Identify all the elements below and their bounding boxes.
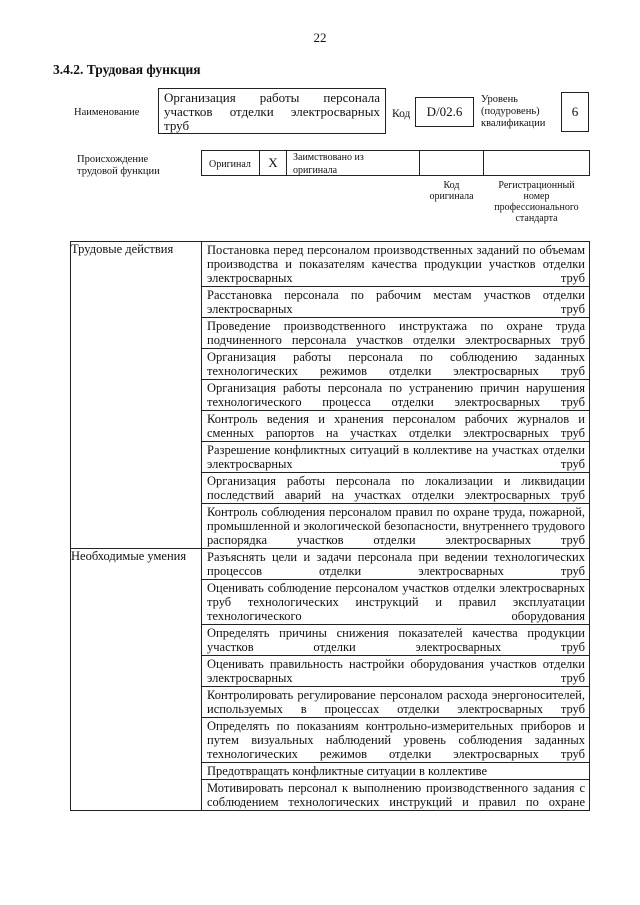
list-item: Разрешение конфликтных ситуаций в коллективе на участках отделки электросварных труб [202,442,589,473]
original-cell [201,150,260,176]
list-item: Организация работы персонала по локализации и ликвидации последствий аварий на участках отделки электросварных труб [202,473,589,504]
original-code-cell [419,150,484,176]
list-item: Постановка перед персоналом производственных заданий по объемам производства и показателям качества продукции участков отделки электросварных труб [202,242,589,287]
registration-number-cell [483,150,590,176]
labor-actions-title: Трудовые действия [71,242,202,549]
list-item: Разъяснять цели и задачи персонала при ведении технологических процессов отделки электросварных труб [202,549,589,580]
name-value-box [158,88,386,134]
list-item: Мотивировать персонал к выполнению производственного задания с соблюдением технологических инструкций и правил по охране [207,781,585,809]
list-item: Оценивать правильность настройки оборудования участков отделки электросварных труб [202,656,589,687]
reg-caption-3: профессионального [494,202,579,213]
list-item: Предотвращать конфликтные ситуации в коллективе [202,763,589,780]
borrowed-label-1: Заимствовано из [293,152,364,163]
list-item: Расстановка персонала по рабочим местам участков отделки электросварных труб [202,287,589,318]
list-item: Контроль ведения и хранения персоналом рабочих журналов и сменных рапортов на участках отделки электросварных труб [202,411,589,442]
section-title: 3.4.2. Трудовая функция [53,62,201,77]
reg-caption-1: Регистрационный [498,180,575,191]
code-caption-1: Код [443,180,460,191]
page-number: 22 [313,30,327,45]
list-item: Проведение производственного инструктажа по охране труда подчиненного персонала участков отделки электросварных труб [202,318,589,349]
borrowed-label-2: оригинала [293,165,338,176]
skills-row [71,549,590,811]
name-label: Наименование [74,107,140,118]
list-item: Организация работы персонала по соблюдению заданных технологических режимов отделки электросварных труб [202,349,589,380]
list-item: Оценивать соблюдение персоналом участков отделки электросварных труб технологических инструкций и правил эксплуатации технологического оборудования [202,580,589,625]
borrowed-cell [286,150,420,176]
labor-actions-list [202,242,590,549]
original-mark: X [259,150,287,176]
code-value: D/02.6 [415,97,474,127]
level-label-1: Уровень [481,94,518,105]
labor-actions-row [71,242,590,549]
level-value: 6 [561,92,589,132]
code-caption-2: оригинала [429,191,474,202]
skills-title: Необходимые умения [71,549,202,811]
name-value: Организация работы персонала участков отделки электросварных труб [164,90,380,133]
skills-list [202,549,590,811]
list-item: Контролировать регулирование персоналом расхода энергоносителей, используемых в процессах отделки электросварных труб [202,687,589,718]
reg-caption-4: стандарта [515,213,558,224]
list-item: Контроль соблюдения персоналом правил по охране труда, пожарной, промышленной и экологической безопасности, внутреннего трудового распорядка участков отделки электросварных труб [207,505,585,547]
origin-label-1: Происхождение [77,154,149,165]
reg-caption-2: номер [523,191,550,202]
original-label: Оригинал [209,159,251,170]
list-item: Определять причины снижения показателей качества продукции участков отделки электросварных труб [202,625,589,656]
list-item: Определять по показаниям контрольно-измерительных приборов и путем визуальных наблюдений уровень соблюдения заданных технологических режимов отделки электросварных труб [202,718,589,763]
code-label: Код [392,108,411,120]
function-table [70,241,590,811]
list-item: Организация работы персонала по устранению причин нарушения технологического процесса отделки электросварных труб [202,380,589,411]
level-label-3: квалификации [481,118,546,129]
level-label-2: (подуровень) [481,106,540,117]
origin-label-2: трудовой функции [77,166,160,177]
